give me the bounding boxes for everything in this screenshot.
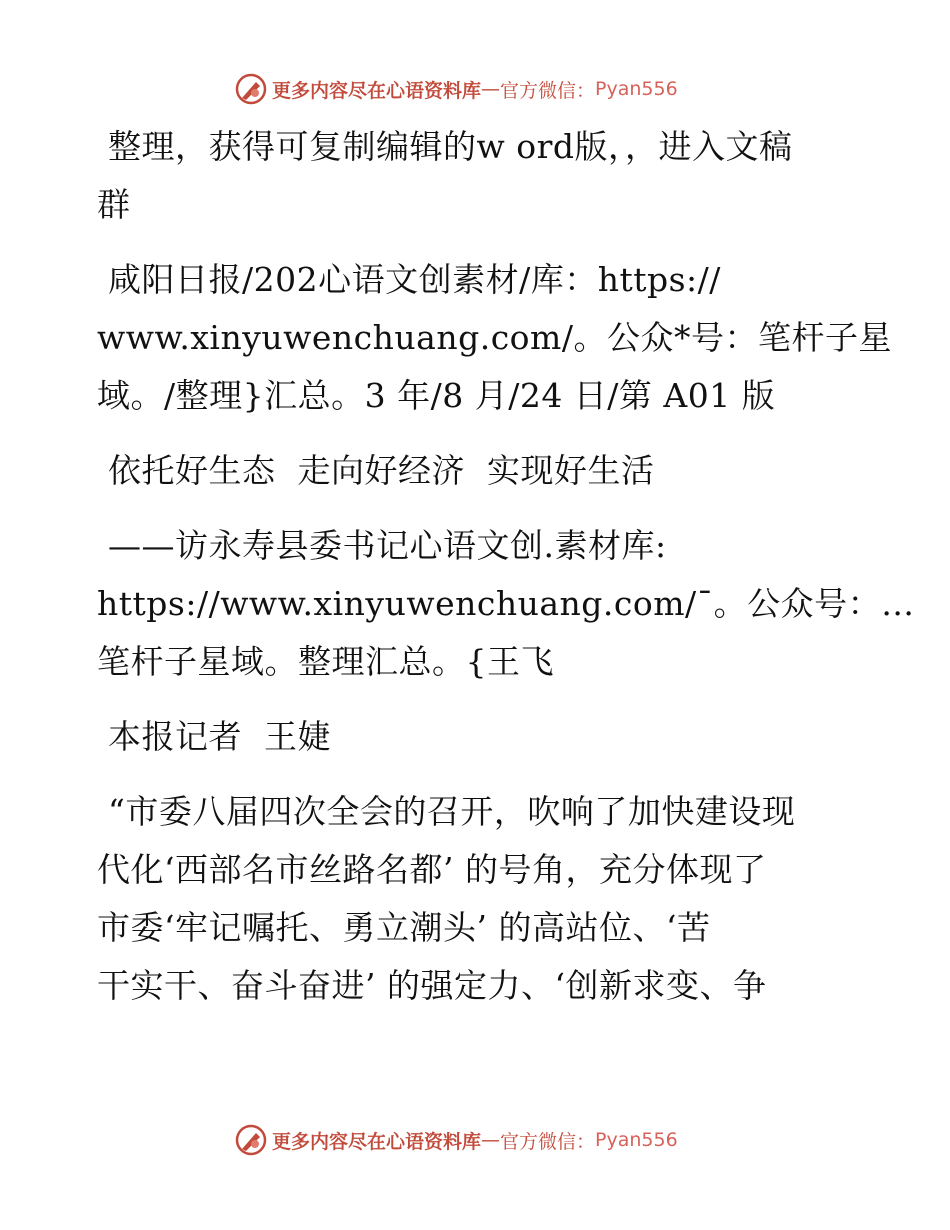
text-line: ——访永寿县委书记心语文创.素材库: <box>97 526 667 565</box>
text-line: 依托好生态 走向好经济 实现好生活 <box>97 451 655 490</box>
banner-title: 更多内容尽在心语资料库 <box>272 1130 482 1153</box>
pen-logo-icon <box>234 72 268 106</box>
banner-wechat-id: Pyan556 <box>595 1129 678 1151</box>
text-line: 咸阳日报/202心语文创素材/库：https:// <box>97 260 721 299</box>
text-line: www.xinyuwenchuang.com/。公众*号：笔杆子星 <box>97 318 892 357</box>
text-line: 整理，获得可复制编辑的w ord版，，进入文稿 <box>97 127 793 166</box>
text-line: “市委八届四次全会的召开，吹响了加快建设现 <box>97 792 796 831</box>
banner-title: 更多内容尽在心语资料库 <box>272 79 482 102</box>
pen-logo-icon <box>234 1123 268 1157</box>
text-line: 本报记者 王婕 <box>97 717 331 756</box>
text-line: 域。/整理}汇总。3 年/8 月/24 日/第 A01 版 <box>97 376 776 415</box>
text-line: 干实干、奋斗奋进’ 的强定力、‘创新求变、争 <box>97 966 767 1005</box>
text-line: 笔杆子星域。整理汇总。{王飞 <box>97 642 554 681</box>
banner-wechat-label: 官方微信： <box>500 79 596 102</box>
banner-dash: — <box>481 1129 501 1151</box>
header-banner <box>234 72 678 106</box>
banner-wechat-id: Pyan556 <box>595 78 678 100</box>
text-line: 市委‘牢记嘱托、勇立潮头’ 的高站位、‘苦 <box>97 908 711 947</box>
text-line: 群 <box>97 185 131 224</box>
banner-wechat-label: 官方微信： <box>500 1130 596 1153</box>
text-line: https://www.xinyuwenchuang.com/¯。公众号：… <box>97 584 915 623</box>
text-line: 代化‘西部名市丝路名都’ 的号角，充分体现了 <box>97 850 767 889</box>
footer-banner <box>234 1123 678 1157</box>
banner-dash: — <box>481 78 501 100</box>
